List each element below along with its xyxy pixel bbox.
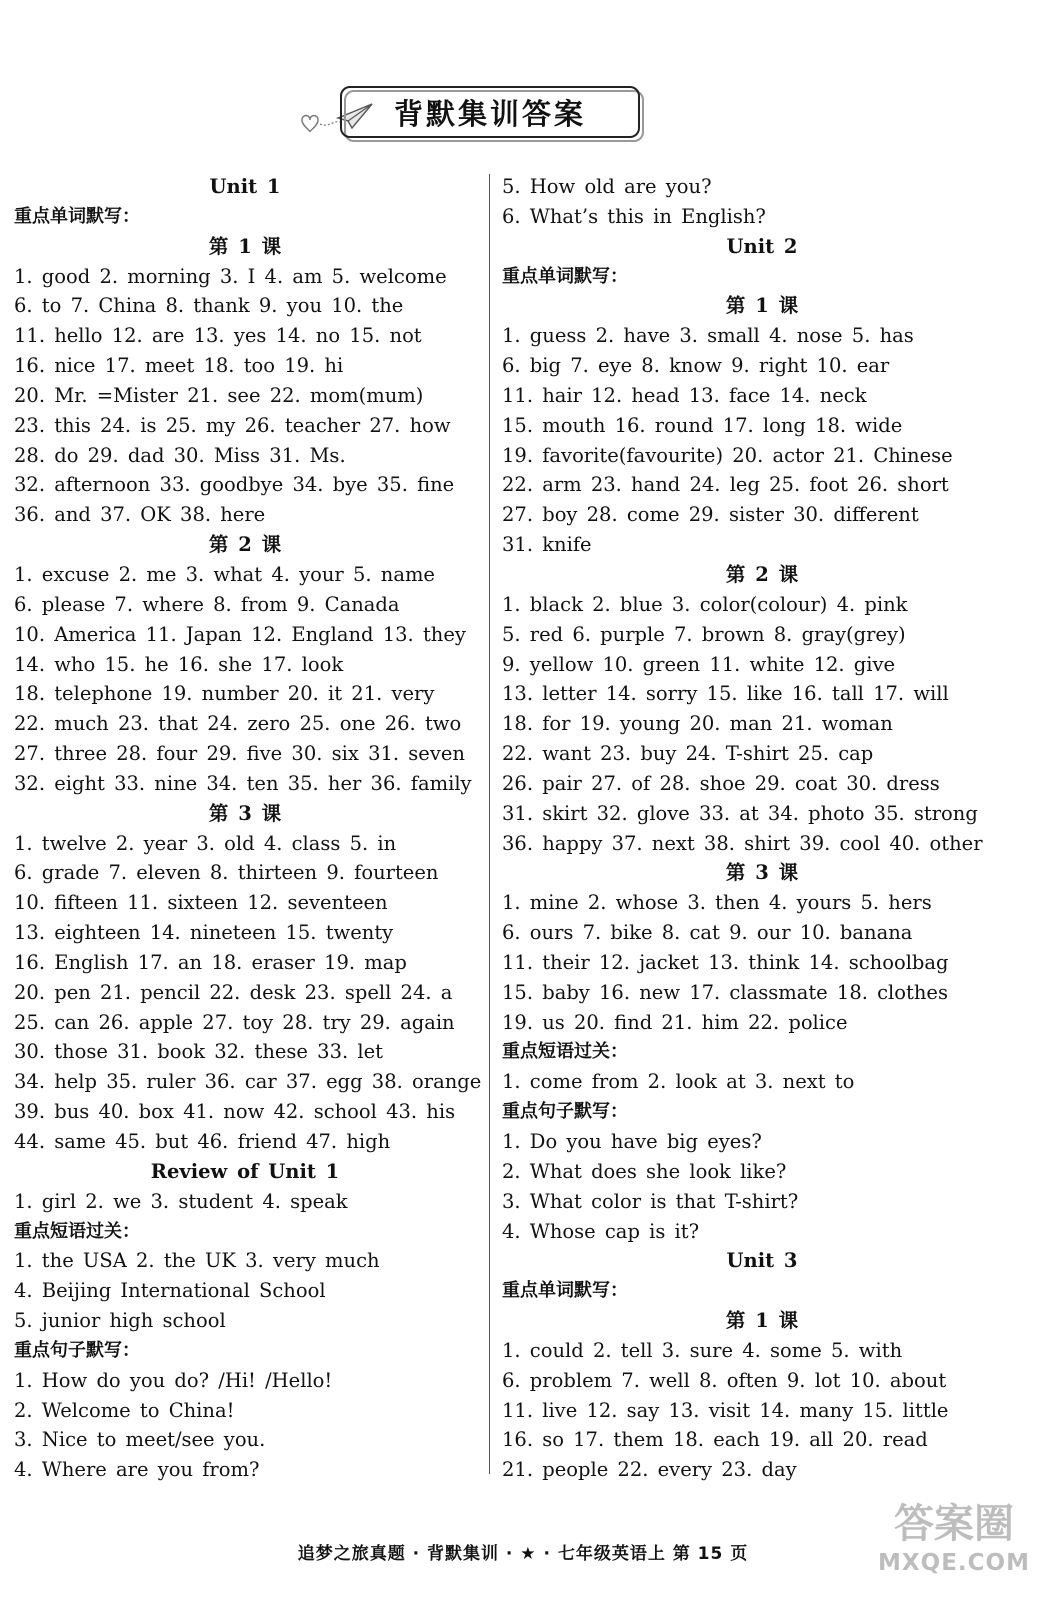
answer-line: 21. people 22. every 23. day <box>502 1458 797 1482</box>
answer-line: 15. baby 16. new 17. classmate 18. clothes <box>502 980 948 1004</box>
answer-line: 6. big 7. eye 8. know 9. right 10. ear <box>502 354 890 378</box>
answer-line: 22. much 23. that 24. zero 25. one 26. two <box>14 712 462 736</box>
answer-line: 1. the USA 2. the UK 3. very much <box>14 1249 380 1273</box>
answer-line: 10. fifteen 11. sixteen 12. seventeen <box>14 891 388 915</box>
answer-line: 2. Welcome to China! <box>14 1398 235 1422</box>
answer-line: 1. good 2. morning 3. I 4. am 5. welcome <box>14 264 447 288</box>
answer-line: 32. afternoon 33. goodbye 34. bye 35. fine <box>14 473 455 497</box>
answer-line: 1. girl 2. we 3. student 4. speak <box>14 1189 348 1213</box>
section-heading: 重点单词默写： <box>502 265 628 287</box>
section-heading: 重点句子默写： <box>502 1101 628 1123</box>
answer-line: 13. eighteen 14. nineteen 15. twenty <box>14 921 394 945</box>
answer-line: 4. Beijing International School <box>14 1279 326 1303</box>
answer-line: 20. pen 21. pencil 22. desk 23. spell 24. a <box>14 980 453 1004</box>
answer-line: 18. for 19. young 20. man 21. woman <box>502 712 893 736</box>
answer-line: 19. us 20. find 21. him 22. police <box>502 1010 848 1034</box>
answer-line: 30. those 31. book 32. these 33. let <box>14 1040 383 1064</box>
answer-line: 1. How do you do? /Hi! /Hello! <box>14 1368 333 1392</box>
answer-line: 3. Nice to meet/see you. <box>14 1428 266 1452</box>
answer-line: 23. this 24. is 25. my 26. teacher 27. how <box>14 413 451 437</box>
answer-line: 44. same 45. but 46. friend 47. high <box>14 1130 391 1153</box>
answer-line: 16. so 17. them 18. each 19. all 20. read <box>502 1428 928 1452</box>
answer-line: 1. excuse 2. me 3. what 4. your 5. name <box>14 562 435 586</box>
answer-line: 11. hello 12. are 13. yes 14. no 15. not <box>14 324 422 348</box>
answer-line: 16. nice 17. meet 18. too 19. hi <box>14 354 344 378</box>
answer-line: 1. could 2. tell 3. sure 4. some 5. with <box>502 1338 903 1362</box>
answer-line: 36. and 37. OK 38. here <box>14 503 266 527</box>
answer-line: 1. black 2. blue 3. color(colour) 4. pink <box>502 592 908 616</box>
answer-line: 11. hair 12. head 13. face 14. neck <box>502 383 867 407</box>
heading-line: 第 1 课 <box>725 294 799 318</box>
page-title: 背默集训答案 <box>340 86 640 138</box>
heading-line: Unit 3 <box>726 1249 798 1273</box>
answer-line: 32. eight 33. nine 34. ten 35. her 36. family <box>14 771 472 795</box>
answer-line: 14. who 15. he 16. she 17. look <box>14 652 344 676</box>
answer-line: 31. knife <box>502 533 592 557</box>
answer-line: 6. to 7. China 8. thank 9. you 10. the <box>14 294 404 318</box>
section-heading: 重点短语过关： <box>502 1041 628 1063</box>
section-heading: 重点单词默写： <box>502 1280 628 1302</box>
answer-line: 6. please 7. where 8. from 9. Canada <box>14 592 400 616</box>
watermark-top-text: 答案圈 <box>894 1501 1014 1547</box>
answer-line: 1. come from 2. look at 3. next to <box>502 1070 855 1094</box>
heading-line: 第 1 课 <box>208 234 282 258</box>
watermark-bottom-text: MXQE.COM <box>878 1550 1030 1576</box>
watermark-logo <box>868 1500 1040 1596</box>
answer-line: 15. mouth 16. round 17. long 18. wide <box>502 413 903 437</box>
heading-line: Review of Unit 1 <box>150 1159 340 1183</box>
answer-line: 18. telephone 19. number 20. it 21. very <box>14 682 435 706</box>
answer-line: 28. do 29. dad 30. Miss 31. Ms. <box>14 443 346 467</box>
answer-line: 4. Whose cap is it? <box>502 1219 700 1243</box>
answer-line: 5. red 6. purple 7. brown 8. gray(grey) <box>502 622 906 646</box>
heading-line: 第 3 课 <box>725 861 799 885</box>
heading-line: 第 2 课 <box>725 562 799 586</box>
answer-line: 19. favorite(favourite) 20. actor 21. Chinese <box>502 443 953 467</box>
left-column <box>14 172 482 1485</box>
heading-line: 第 3 课 <box>208 801 282 825</box>
answer-line: 1. mine 2. whose 3. then 4. yours 5. hers <box>502 891 932 915</box>
answer-line: 27. three 28. four 29. five 30. six 31. seven <box>14 742 465 766</box>
section-heading: 重点句子默写： <box>14 1339 140 1361</box>
answer-line: 22. arm 23. hand 24. leg 25. foot 26. short <box>502 473 949 497</box>
answer-line: 25. can 26. apple 27. toy 28. try 29. again <box>14 1010 455 1034</box>
answer-line: 5. junior high school <box>14 1309 226 1333</box>
answer-line: 3. What color is that T-shirt? <box>502 1189 799 1213</box>
answer-line: 4. Where are you from? <box>14 1458 260 1482</box>
answer-line: 20. Mr. =Mister 21. see 22. mom(mum) <box>14 383 424 407</box>
answer-line: 16. English 17. an 18. eraser 19. map <box>14 950 407 974</box>
heading-line: Unit 1 <box>209 175 281 198</box>
answer-line: 13. letter 14. sorry 15. like 16. tall 17. will <box>502 682 949 706</box>
page-header <box>298 84 648 146</box>
heading-line: Unit 2 <box>726 234 798 258</box>
answer-line: 6. What’s this in English? <box>502 204 766 228</box>
answer-line: 2. What does she look like? <box>502 1159 787 1183</box>
answer-line: 1. Do you have big eyes? <box>502 1130 762 1153</box>
answer-line: 27. boy 28. come 29. sister 30. different <box>502 503 919 527</box>
right-column <box>502 172 1022 1485</box>
answer-line: 22. want 23. buy 24. T-shirt 25. cap <box>502 742 874 766</box>
column-divider <box>489 174 490 1474</box>
answer-line: 1. guess 2. have 3. small 4. nose 5. has <box>502 324 914 348</box>
answer-line: 11. live 12. say 13. visit 14. many 15. little <box>502 1398 949 1422</box>
heading-line: 第 2 课 <box>208 533 282 557</box>
page-footer: 追梦之旅真题 · 背默集训 · ★ · 七年级英语上 第 15 页 <box>297 1544 749 1564</box>
answer-line: 6. ours 7. bike 8. cat 9. our 10. banana <box>502 921 913 945</box>
answer-line: 6. grade 7. eleven 8. thirteen 9. fourteen <box>14 861 439 885</box>
answer-line: 31. skirt 32. glove 33. at 34. photo 35. strong <box>502 801 978 825</box>
answer-line: 11. their 12. jacket 13. think 14. schoolbag <box>502 950 949 974</box>
answer-line: 1. twelve 2. year 3. old 4. class 5. in <box>14 831 397 855</box>
answer-line: 26. pair 27. of 28. shoe 29. coat 30. dress <box>502 771 940 795</box>
heading-line: 第 1 课 <box>725 1309 799 1333</box>
answer-line: 6. problem 7. well 8. often 9. lot 10. about <box>502 1368 947 1392</box>
answer-line: 5. How old are you? <box>502 175 712 198</box>
section-heading: 重点短语过关： <box>14 1220 140 1242</box>
answer-line: 39. bus 40. box 41. now 42. school 43. his <box>14 1100 456 1124</box>
section-heading: 重点单词默写： <box>14 205 140 227</box>
answer-line: 9. yellow 10. green 11. white 12. give <box>502 652 896 676</box>
answer-line: 34. help 35. ruler 36. car 37. egg 38. orange <box>14 1070 482 1094</box>
answer-line: 36. happy 37. next 38. shirt 39. cool 40. other <box>502 831 983 855</box>
answer-line: 10. America 11. Japan 12. England 13. they <box>14 622 466 646</box>
